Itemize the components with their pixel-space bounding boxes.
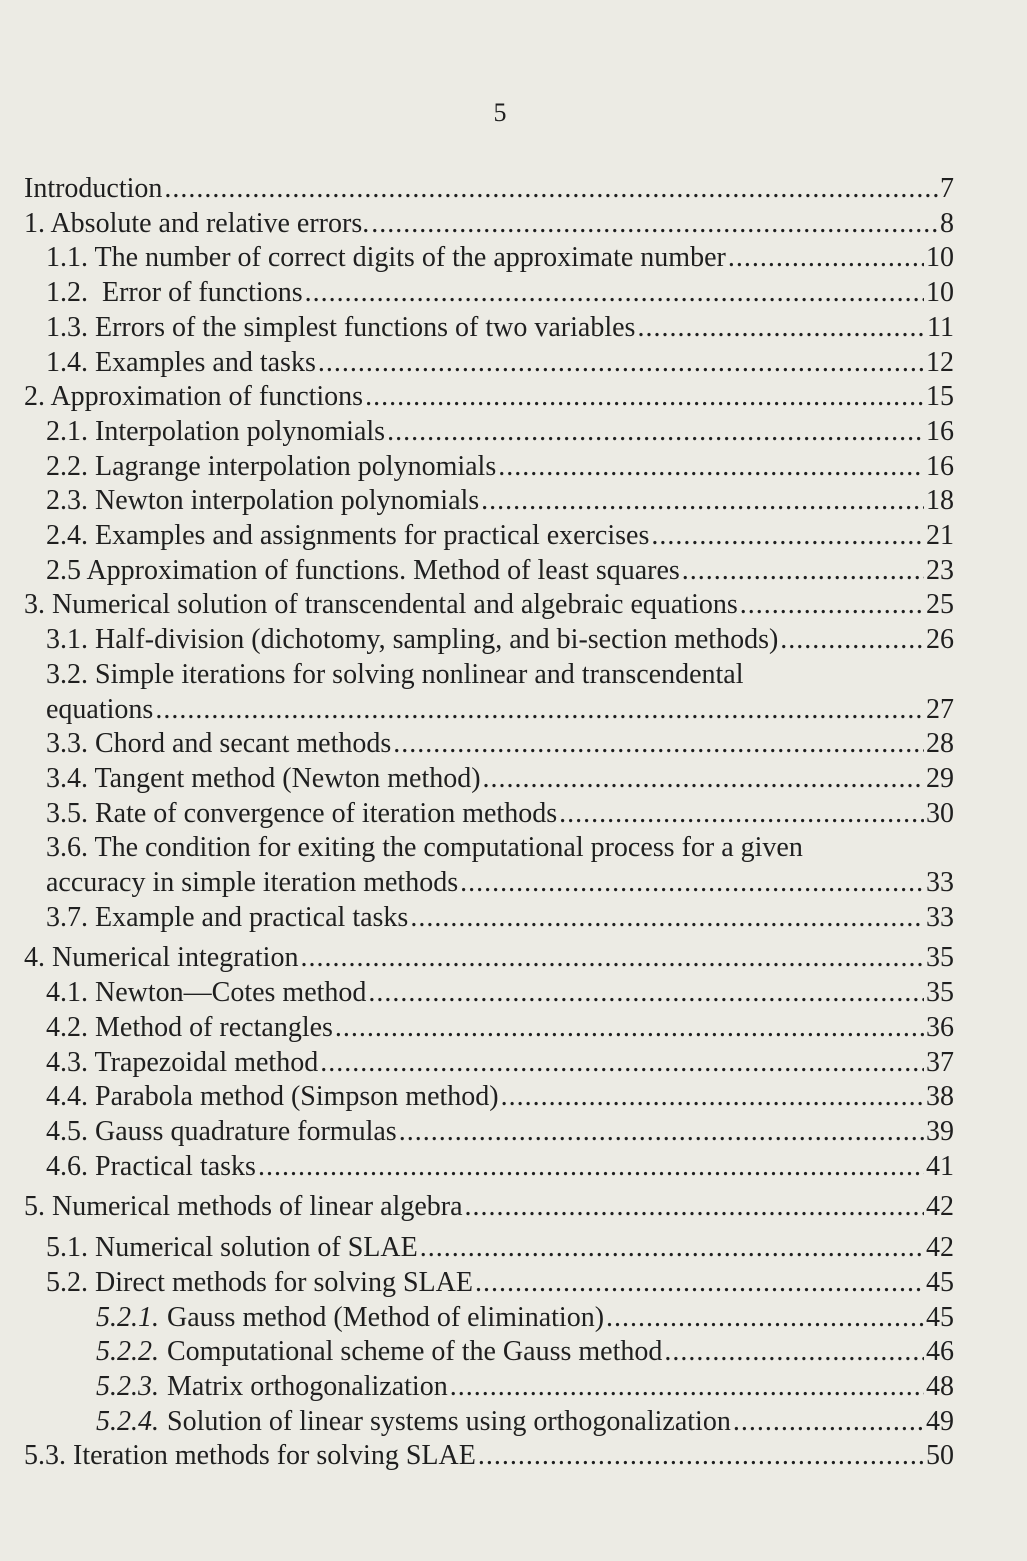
toc-title: accuracy in simple iteration methods [46,867,459,899]
dot-leader [483,762,924,797]
dot-leader [399,1115,924,1150]
toc-title: 4.5. Gauss quadrature formulas [46,1115,397,1147]
toc-title: 3.5. Rate of convergence of iteration methods [46,797,558,829]
toc-entry[interactable] [24,693,954,728]
toc-page: 39 [926,1115,954,1147]
toc-page: 33 [926,901,954,933]
toc-page: 25 [926,589,954,621]
toc-page: 48 [926,1370,954,1402]
toc-entry[interactable] [24,450,954,485]
toc-page: 8 [940,207,954,239]
toc-title: 1.4. Examples and tasks [46,346,316,378]
dot-leader [371,207,938,242]
toc-number: 5.2.4. [96,1405,159,1437]
toc-entry[interactable] [24,1190,954,1225]
toc-title: 2.5 Approximation of functions. Method of least squares [46,554,680,586]
dot-leader [164,172,938,207]
page-number: 5 [493,98,507,127]
toc-title: 3.1. Half-division (dichotomy, sampling, and bi-section methods) [46,624,779,656]
dot-leader [606,1301,924,1336]
toc-entry[interactable] [24,1150,954,1185]
toc-entry[interactable] [24,519,954,554]
dot-leader [155,693,924,728]
toc-title: Introduction [24,173,163,204]
toc-title: 2.4. Examples and assignments for practical exercises [46,520,650,552]
toc-title: 4.6. Practical tasks [46,1150,256,1182]
toc-page: 49 [926,1405,954,1437]
toc-entry[interactable] [24,1115,954,1150]
toc-title: Computational scheme of the Gauss method [167,1336,663,1368]
dot-leader [728,241,924,276]
toc-title: 2.1. Interpolation polynomials [46,415,386,447]
dot-leader [410,901,924,936]
toc-entry[interactable] [24,554,954,589]
toc-number: 5.2.1. [96,1301,159,1333]
toc-entry[interactable] [24,976,954,1011]
toc-page: 35 [926,977,954,1009]
toc-entry[interactable] [24,380,954,415]
toc-title: 3.3. Chord and secant methods [46,728,392,760]
toc-page: 46 [926,1336,954,1368]
toc-title: 5.2. Direct methods for solving SLAE [46,1266,473,1298]
toc-entry[interactable] [24,797,954,832]
toc-entry[interactable] [24,727,954,762]
toc-entry[interactable] [24,207,954,242]
toc-entry[interactable] [24,623,954,658]
toc-page: 42 [926,1191,954,1223]
toc-entry[interactable] [24,901,954,936]
toc-entry[interactable] [24,1405,954,1440]
dot-leader [318,346,924,381]
toc-entry[interactable] [24,1301,954,1336]
toc-page: 42 [926,1232,954,1264]
toc-page: 41 [926,1150,954,1182]
table-of-contents [24,172,954,1474]
toc-page: 33 [926,867,954,899]
dot-leader [300,941,924,976]
dot-leader [393,727,924,762]
dot-leader [481,484,924,519]
dot-leader [368,976,924,1011]
toc-entry[interactable] [24,1046,954,1081]
toc-entry[interactable] [24,588,954,623]
toc-page: 26 [926,624,954,656]
toc-title: 2.2. Lagrange interpolation polynomials [46,450,497,482]
toc-entry[interactable] [24,172,954,207]
toc-page: 29 [926,762,954,794]
toc-entry[interactable] [24,1011,954,1046]
toc-title: 3.7. Example and practical tasks [46,901,409,933]
toc-page: 27 [926,693,954,725]
dot-leader [733,1405,924,1440]
toc-title: 5. Numerical methods of linear algebra [24,1191,463,1223]
toc-entry[interactable] [24,276,954,311]
toc-number: 5.2.3. [96,1370,159,1402]
dot-leader [559,797,924,832]
toc-title: 5.1. Numerical solution of SLAE [46,1232,418,1264]
toc-title: 2.3. Newton interpolation polynomials [46,485,480,517]
dot-leader [780,623,924,658]
toc-title: 1.3. Errors of the simplest functions of two variables [46,311,636,343]
toc-entry[interactable] [24,241,954,276]
toc-entry[interactable] [24,346,954,381]
toc-page: 38 [926,1081,954,1113]
dot-leader [498,450,924,485]
toc-title: 1.2. Error of functions [46,277,303,309]
dot-leader [305,276,924,311]
dot-leader [475,1266,924,1301]
toc-page: 7 [940,173,954,204]
toc-page: 21 [926,520,954,552]
dot-leader [365,380,924,415]
toc-page: 16 [926,450,954,482]
toc-entry[interactable] [24,866,954,901]
toc-title: 5.3. Iteration methods for solving SLAE [24,1440,476,1472]
toc-entry[interactable] [24,1335,954,1370]
toc-title: 1.1. The number of correct digits of the approximate number [46,242,726,274]
toc-page: 37 [926,1046,954,1078]
toc-entry-line[interactable]: 3.2. Simple iterations for solving nonlinear and transcendental [46,658,744,690]
toc-page: 11 [927,311,954,343]
toc-title: Matrix orthogonalization [167,1370,448,1402]
dot-leader [501,1080,924,1115]
toc-title: equations [46,693,154,725]
toc-entry[interactable] [24,415,954,450]
toc-entry[interactable] [24,1370,954,1405]
dot-leader [387,415,924,450]
dot-leader [682,554,924,589]
toc-entry[interactable] [24,1080,954,1115]
toc-title: 4. Numerical integration [24,942,299,974]
toc-page: 45 [926,1301,954,1333]
dot-leader [651,519,924,554]
toc-page: 12 [926,346,954,378]
toc-page: 45 [926,1266,954,1298]
toc-page: 16 [926,415,954,447]
toc-title: 4.2. Method of rectangles [46,1011,333,1043]
dot-leader [420,1231,924,1266]
toc-page: 35 [926,942,954,974]
toc-entry[interactable] [24,484,954,519]
toc-page: 30 [926,797,954,829]
toc-entry[interactable] [24,311,954,346]
dot-leader [320,1046,924,1081]
toc-entry[interactable] [24,941,954,976]
toc-title: 4.1. Newton—Cotes method [46,977,367,1009]
toc-page: 10 [926,242,954,274]
toc-title: Gauss method (Method of elimination) [167,1301,605,1333]
toc-title: 1. Absolute and relative errors. [24,207,370,239]
toc-entry-line[interactable]: 3.6. The condition for exiting the computational process for a given [46,832,803,864]
toc-title: 4.4. Parabola method (Simpson method) [46,1081,499,1113]
toc-title: 2. Approximation of functions [24,381,364,413]
dot-leader [478,1439,924,1474]
toc-number: 5.2.2. [96,1336,159,1368]
toc-page: 10 [926,277,954,309]
toc-title: Solution of linear systems using orthogonalization [167,1405,731,1437]
dot-leader [460,866,924,901]
toc-page: 50 [926,1440,954,1472]
toc-title: 4.3. Trapezoidal method [46,1046,319,1078]
dot-leader [664,1335,924,1370]
toc-entry[interactable] [24,1439,954,1474]
dot-leader [465,1190,925,1225]
toc-entry[interactable] [24,1266,954,1301]
toc-title: 3. Numerical solution of transcendental and algebraic equations [24,589,738,621]
toc-entry[interactable] [24,1231,954,1266]
toc-page: 18 [926,485,954,517]
dot-leader [740,588,924,623]
toc-page: 23 [926,554,954,586]
dot-leader [450,1370,924,1405]
toc-page: 36 [926,1011,954,1043]
toc-entry[interactable] [24,762,954,797]
toc-page: 15 [926,381,954,413]
toc-title: 3.4. Tangent method (Newton method) [46,762,481,794]
toc-page: 28 [926,728,954,760]
dot-leader [258,1150,924,1185]
dot-leader [335,1011,924,1046]
dot-leader [637,311,925,346]
